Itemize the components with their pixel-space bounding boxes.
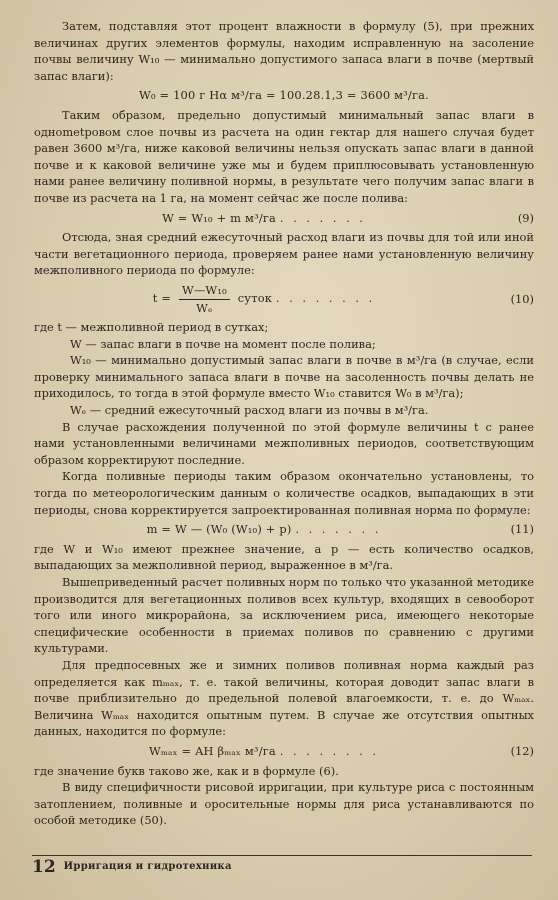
paragraph: где W и W₁₀ имеют прежнее значение, а p — есть количество осадков, выпадающих за межполивной период, выраженное в м³/га. bbox=[34, 541, 534, 573]
formula-11 bbox=[34, 521, 534, 538]
formula-lhs: t = bbox=[152, 291, 172, 305]
leader-dots: . . . . . . . . bbox=[279, 743, 380, 758]
formula-9 bbox=[34, 210, 534, 227]
page-text bbox=[34, 18, 534, 829]
definition-item: W₁₀ — минимально допустимый запас влаги в почве в м³/га (в случае, если проверку минимального запаса влаги в почве на засоленность почвы делать не приходилось, то тогда в этой формуле вместо W₁₀ ставится W₀ в м³/га); bbox=[34, 353, 534, 401]
paragraph: Отсюда, зная средний ежесуточный расход влаги из почвы для той или иной части вегетационного периода, проверяем ранее нами установленную величину межполивного периода по формуле: bbox=[34, 230, 534, 278]
definition-item: где t — межполивной период в сутках; bbox=[34, 320, 269, 335]
formula-w0 bbox=[34, 87, 534, 104]
paragraph: Вышеприведенный расчет поливных норм по только что указанной методике производится для вегетационных поливов всех культур, входящих в севооборот того или иного микрорайона, за исключением риса, имеющего некоторые специфические особенности в приемах поливов по сравнению с другими культурами. bbox=[34, 575, 534, 656]
page-number: 12 bbox=[32, 857, 56, 877]
formula-number: (12) bbox=[510, 743, 534, 758]
formula-body: W = W₁₀ + m м³/га bbox=[162, 210, 277, 225]
paragraph: Для предпосевных же и зимних поливов поливная норма каждый раз определяется как mₘₐₓ, т. е. такой величины, которая доводит запас влаги в почве приблизительно до предельной полевой влагоемкости, т. е. до Wₘₐₓ. Величина Wₘₐₓ находится опытным путем. В случае же отсутствия опытных данных, находится по формуле: bbox=[34, 657, 534, 739]
paragraph: В случае расхождения полученной по этой формуле величины t с ранее нами установленными величинами межполивных периодов, соответствующим образом корректируют последние. bbox=[34, 419, 534, 467]
paragraph: Затем, подставляя этот процент влажности в формулу (5), при прежних величинах других элементов формулы, находим исправленную на засоление почвы величину W₁₀ — минимально допустимого запаса влаги в почве (мертвый запас влаги): bbox=[34, 19, 534, 83]
formula-body: Wₘₐₓ = AH βₘₐₓ м³/га bbox=[148, 743, 276, 758]
leader-dots: . . . . . . . . bbox=[275, 291, 376, 305]
definition-item: W — запас влаги в почве на момент после полива; bbox=[70, 336, 376, 351]
formula-expression bbox=[34, 521, 494, 538]
leader-dots: . . . . . . . bbox=[295, 522, 382, 537]
definition-item: Wₑ — средний ежесуточный расход влаги из почвы в м³/га. bbox=[70, 403, 429, 418]
formula-expression bbox=[34, 743, 494, 760]
formula-number: (10) bbox=[510, 291, 534, 306]
fraction-numerator: W—W₁₀ bbox=[179, 282, 230, 300]
paragraph: где значение букв таково же, как и в формуле (6). bbox=[34, 763, 339, 778]
formula-expression bbox=[34, 282, 494, 316]
formula-body: m = W — (W₀ (W₁₀) + p) bbox=[146, 522, 292, 537]
running-title: Ирригация и гидротехника bbox=[63, 861, 232, 872]
formula-number: (9) bbox=[517, 210, 534, 225]
paragraph: Когда поливные периоды таким образом окончательно установлены, то тогда по метеорологическим данным о количестве осадков, выпадающих в эти периоды, снова корректируется запроектированная поливная норма по формуле: bbox=[34, 469, 534, 517]
formula-number: (11) bbox=[510, 522, 534, 537]
leader-dots: . . . . . . . bbox=[279, 210, 366, 225]
formula-expression bbox=[34, 210, 494, 227]
formula-unit: суток bbox=[237, 291, 273, 305]
formula-expression: W₀ = 100 г Hα м³/га = 100.28.1,3 = 3600 м³/га. bbox=[139, 88, 429, 103]
paragraph: Таким образом, предельно допустимый минимальный запас влаги в одноmetровом слое почвы из расчета на один гектар для нашего случая будет равен 3600 м³/га, ниже каковой величины нельзя опускать запас влаги в данной почве и к каковой величине уже мы и будем приплюсовывать установленную нами ранее величину поливной нормы, в результате чего получим запас влаги в почве из расчета на 1 га, на момент сейчас же после полива: bbox=[34, 107, 534, 205]
formula-12 bbox=[34, 743, 534, 760]
fraction-denominator: Wₑ bbox=[196, 300, 213, 315]
paragraph: В виду специфичности рисовой ирригации, при культуре риса с постоянным затоплением, поливные и оросительные нормы для риса устанавливаются по особой методике (50). bbox=[34, 780, 534, 828]
formula-10 bbox=[34, 282, 534, 316]
page-footer bbox=[32, 855, 532, 882]
fraction bbox=[179, 282, 230, 316]
